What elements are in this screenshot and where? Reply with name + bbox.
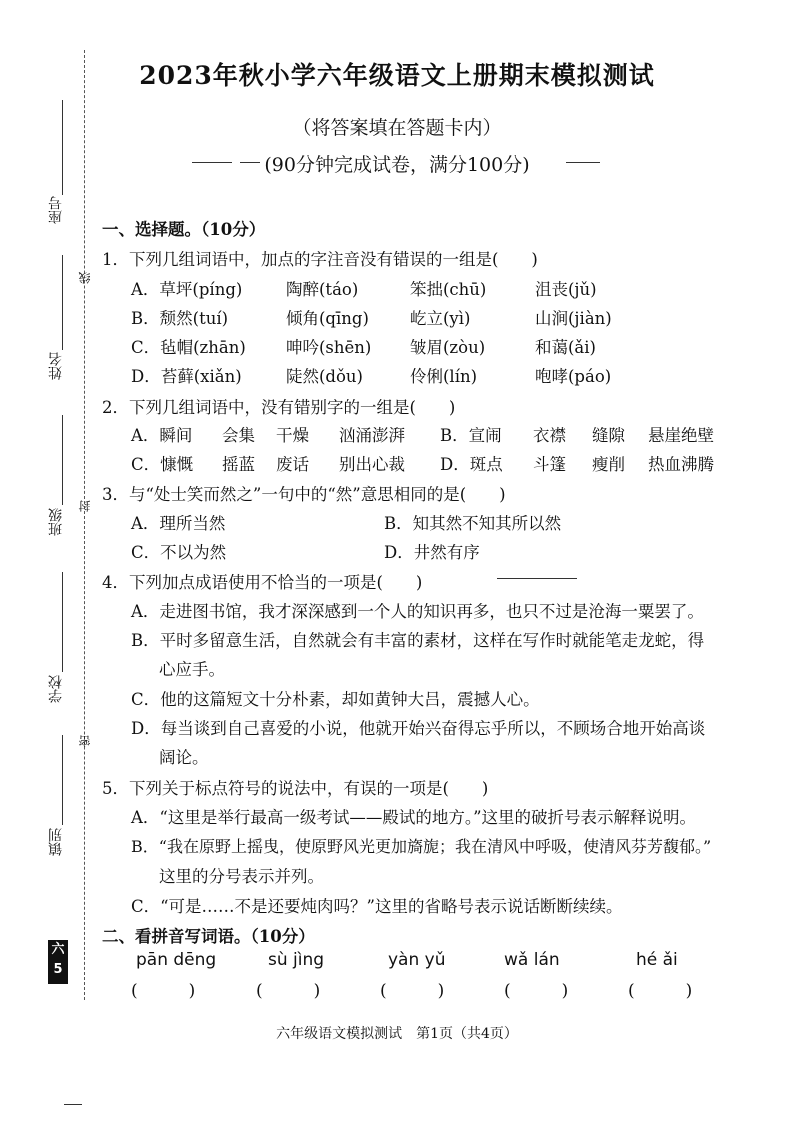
scan-mark xyxy=(64,1104,82,1105)
q4-option-c: C．他的这篇短文十分朴素，却如黄钟大吕，震撼人心。 xyxy=(131,690,540,709)
q1-row-b-1: B．颓然(tuí) xyxy=(131,309,229,328)
town-blank xyxy=(62,735,63,825)
q5-option-c: C．“可是……不是还要炖肉吗？”这里的省略号表示说话断断续续。 xyxy=(131,897,623,916)
q1-row-c-4: 和蔼(ǎi) xyxy=(535,338,596,357)
q1-row-a-1: A．草坪(píng) xyxy=(131,280,243,299)
class-label: 班级 xyxy=(48,508,64,536)
pinyin-2: sù jìng xyxy=(268,950,325,970)
q5-option-a: A．“这里是举行最高一级考试——殿试的地方。”这里的破折号表示解释说明。 xyxy=(131,808,697,827)
q4-option-a: A．走进图书馆，我才深深感到一个人的知识再多，也只不过是沧海一粟罢了。 xyxy=(131,602,704,621)
section1-heading: 一、选择题。（10分） xyxy=(102,220,266,239)
q2-c-word-3: 废话 xyxy=(276,455,309,474)
q1-stem: 1．下列几组词语中，加点的字注音没有错误的一组是( ) xyxy=(102,250,538,269)
answer-card-note: （将答案填在答题卡内） xyxy=(292,117,502,139)
page-footer: 六年级语文模拟测试 第1页（共4页） xyxy=(276,1026,518,1042)
seat-number-label: 座号 xyxy=(48,196,64,224)
q3-option-b: B．知其然不知其所以然 xyxy=(384,514,562,533)
q1-row-d-1: D．苔藓(xiǎn) xyxy=(131,367,242,386)
stray-mark xyxy=(497,578,577,579)
answer-blank-3[interactable]: ( ) xyxy=(380,981,445,1001)
cut-mark-secret: 密 xyxy=(78,735,92,747)
q2-a-word-2: 会集 xyxy=(222,426,255,445)
town-label: 镇别 xyxy=(48,828,64,856)
pinyin-3: yàn yǔ xyxy=(388,950,446,970)
answer-blank-1[interactable]: ( ) xyxy=(131,981,196,1001)
q2-d-word-4: 热血沸腾 xyxy=(648,455,714,474)
school-blank xyxy=(62,572,63,672)
q2-stem: 2．下列几组词语中，没有错别字的一组是( ) xyxy=(102,398,456,417)
q2-a-word-4: 汹涌澎湃 xyxy=(339,426,405,445)
answer-blank-2[interactable]: ( ) xyxy=(256,981,321,1001)
deco-dash-right xyxy=(566,162,600,163)
q3-option-c: C．不以为然 xyxy=(131,543,227,562)
cut-mark-seal: 封 xyxy=(78,500,92,512)
q2-c-word-4: 别出心裁 xyxy=(339,455,405,474)
q4-option-b-line2: 心应手。 xyxy=(159,660,225,679)
q5-stem: 5．下列关于标点符号的说法中，有误的一项是( ) xyxy=(102,779,489,798)
q3-option-d: D．井然有序 xyxy=(384,543,480,562)
q5-option-b-line1: B．“我在原野上摇曳，使原野风光更加旖旎；我在清风中呼吸，使清风芬芳馥郁。” xyxy=(131,837,712,856)
q4-option-b-line1: B．平时多留意生活，自然就会有丰富的素材，这样在写作时就能笔走龙蛇，得 xyxy=(131,631,705,650)
q3-option-a: A．理所当然 xyxy=(131,514,226,533)
q2-c-word-2: 摇蓝 xyxy=(222,455,255,474)
page-title: 2023年秋小学六年级语文上册期末模拟测试 xyxy=(139,61,655,90)
name-label: 姓名 xyxy=(48,352,64,380)
q1-row-d-4: 咆哮(páo) xyxy=(535,367,612,386)
section2-heading: 二、看拼音写词语。（10分） xyxy=(102,927,315,946)
q1-row-c-2: 呻吟(shēn) xyxy=(286,338,372,357)
q3-stem: 3．与“处士笑而然之”一句中的“然”意思相同的是( ) xyxy=(102,485,506,504)
q1-row-a-2: 陶醉(táo) xyxy=(286,280,359,299)
pinyin-1: pān dēng xyxy=(136,950,217,970)
answer-blank-4[interactable]: ( ) xyxy=(504,981,569,1001)
grade-tab-number: 5 xyxy=(53,962,63,977)
answer-blank-5[interactable]: ( ) xyxy=(628,981,693,1001)
q2-b-word-4: 悬崖绝壁 xyxy=(648,426,714,445)
grade-tab xyxy=(48,940,68,984)
time-note: (90分钟完成试卷，满分100分) xyxy=(264,154,530,176)
q1-row-a-4: 沮丧(jǔ) xyxy=(535,280,597,299)
q1-row-c-1: C．毡帽(zhān) xyxy=(131,338,246,357)
q2-d-word-2: 斗篷 xyxy=(533,455,566,474)
q1-row-a-3: 笨拙(chū) xyxy=(410,280,487,299)
binding-dashed-line xyxy=(84,50,85,1000)
q1-row-b-3: 屹立(yì) xyxy=(410,309,471,328)
q2-b-word-2: 衣襟 xyxy=(533,426,566,445)
q4-option-d-line2: 阔论。 xyxy=(159,748,209,767)
q1-row-b-4: 山涧(jiàn) xyxy=(535,309,612,328)
name-blank xyxy=(62,255,63,350)
q2-a-word-1: A．瞬间 xyxy=(131,426,193,445)
q2-b-word-1: B．宣闹 xyxy=(440,426,502,445)
q1-row-c-3: 皱眉(zòu) xyxy=(410,338,486,357)
class-blank xyxy=(62,415,63,505)
q4-option-d-line1: D．每当谈到自己喜爱的小说，他就开始兴奋得忘乎所以，不顾场合地开始高谈 xyxy=(131,719,706,738)
grade-tab-text: 六 xyxy=(51,942,65,957)
pinyin-5: hé ǎi xyxy=(636,950,678,970)
q2-a-word-3: 干燥 xyxy=(276,426,309,445)
cut-mark-line: 线 xyxy=(78,272,92,284)
q2-b-word-3: 缝隙 xyxy=(592,426,625,445)
q4-stem: 4．下列加点成语使用不恰当的一项是( ) xyxy=(102,573,423,592)
q2-c-word-1: C．慷慨 xyxy=(131,455,194,474)
pinyin-4: wǎ lán xyxy=(504,950,560,970)
q1-row-b-2: 倾角(qīng) xyxy=(286,309,369,328)
school-label: 学校 xyxy=(48,675,64,703)
q2-d-word-1: D．斑点 xyxy=(440,455,503,474)
q1-row-d-3: 伶俐(lín) xyxy=(410,367,478,386)
q1-row-d-2: 陡然(dǒu) xyxy=(286,367,363,386)
q5-option-b-line2: 这里的分号表示并列。 xyxy=(159,867,324,886)
q2-d-word-3: 瘦削 xyxy=(592,455,625,474)
